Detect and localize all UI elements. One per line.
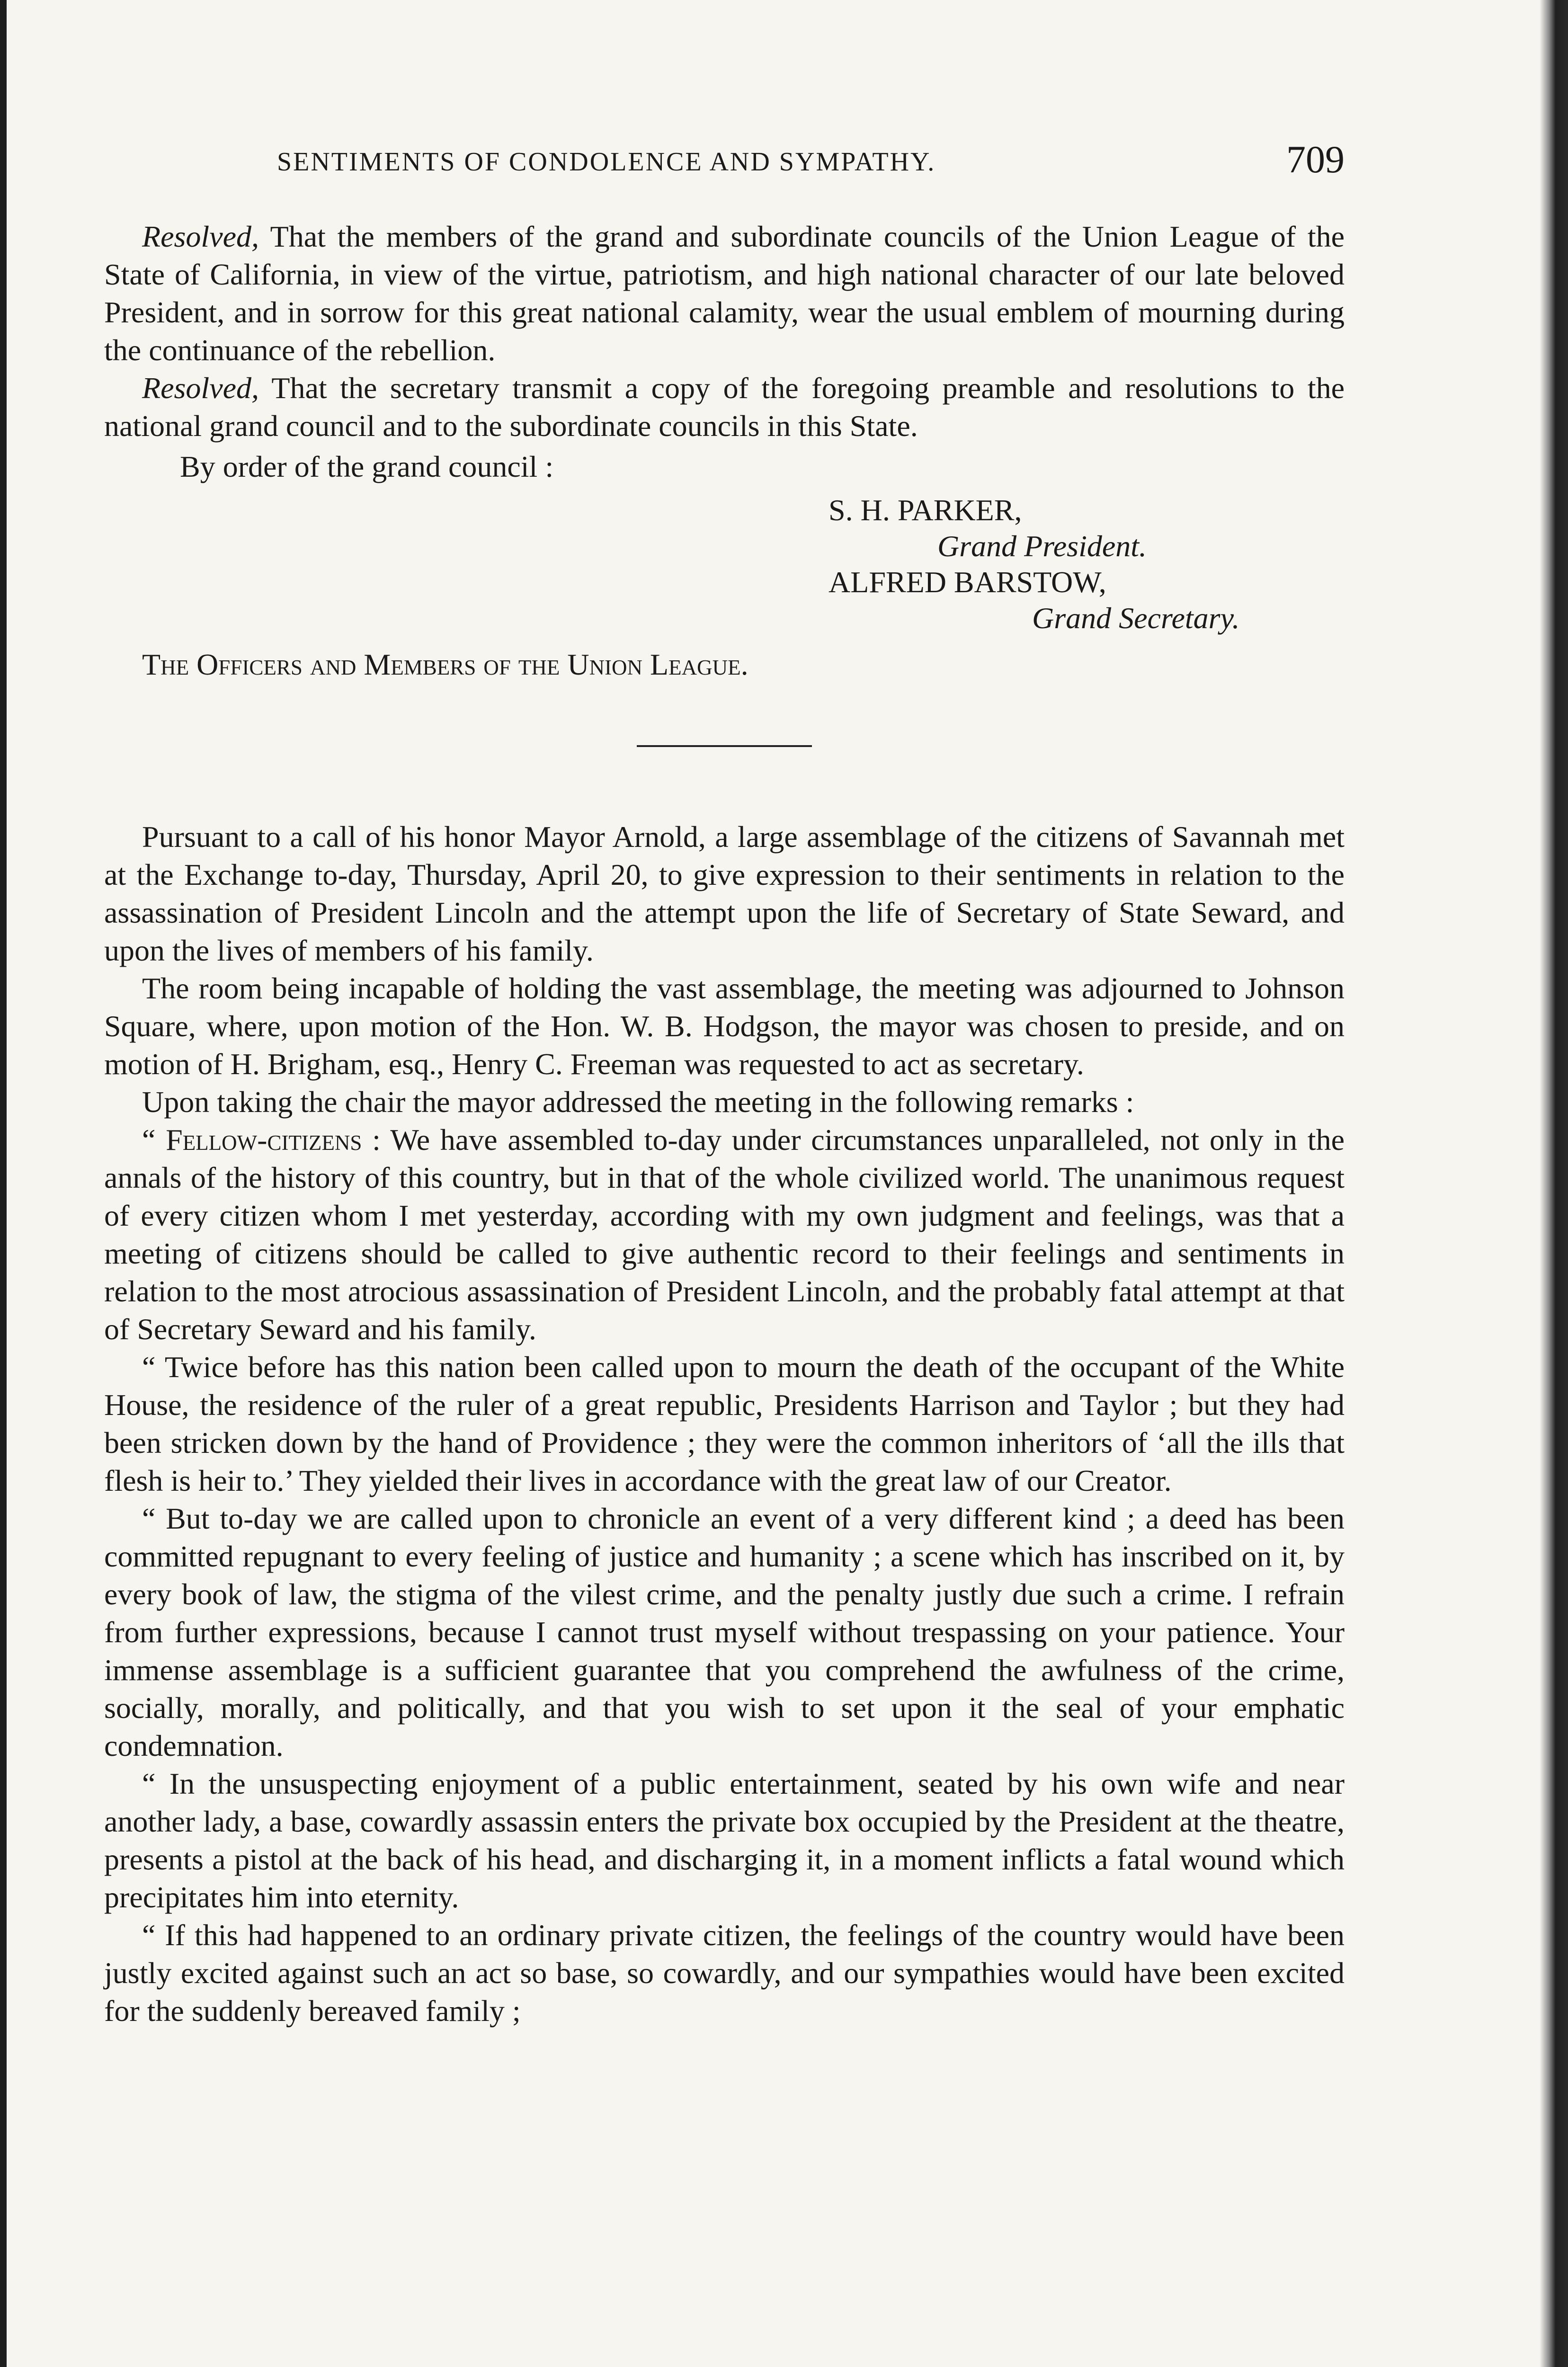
- resolution-text: That the members of the grand and subordinate councils of the Union League of the State of California, in view of the virtue, patriotism, and high national character of our late beloved President, and in sorrow for this great national calamity, wear the usual emblem of mourning during the continuance of the rebellion.: [104, 220, 1345, 367]
- running-head: [104, 137, 1345, 189]
- speech-salutation: “ Fellow-citizens :: [142, 1123, 381, 1157]
- addressee-line: The Officers and Members of the Union League.: [142, 648, 748, 681]
- speech-paragraph: [104, 1121, 1345, 1348]
- speech-paragraph: “ Twice before has this nation been called upon to mourn the death of the occupant of the White House, the residence of the ruler of a great republic, Presidents Harrison and Taylor ; but they had been stricken down by the hand of Providence ; they were the common inheritors of ‘all the ills that flesh is heir to.’ They yielded their lives in accordance with the great law of our Creator.: [104, 1350, 1345, 1497]
- page-fore-edge: [1540, 0, 1568, 2367]
- resolution-paragraph: [104, 218, 1345, 369]
- signatory-name-president: S. H. PARKER,: [829, 493, 1022, 527]
- speech-paragraph: “ If this had happened to an ordinary private citizen, the feelings of the country would have been justly excited against such an act so base, so cowardly, and our sympathies would have been excited for the suddenly bereaved family ;: [104, 1918, 1345, 2028]
- resolution-lead: Resolved,: [142, 220, 259, 253]
- resolution-text: That the secretary transmit a copy of the foregoing preamble and resolutions to the national grand council and to the subordinate councils in this State.: [104, 371, 1345, 443]
- signatory-title-secretary: Grand Secretary.: [1032, 601, 1240, 635]
- speech-paragraph: “ In the unsuspecting enjoyment of a public entertainment, seated by his own wife and near another lady, a base, cowardly assassin enters the private box occupied by the President at the theatre, presents a pistol at the back of his head, and discharging it, in a moment inflicts a fatal wound which precipitates him into eternity.: [104, 1767, 1345, 1914]
- signatory-name-secretary: ALFRED BARSTOW,: [829, 565, 1106, 599]
- resolution-lead: Resolved,: [142, 371, 259, 405]
- body-paragraph: Pursuant to a call of his honor Mayor Arnold, a large assemblage of the citizens of Savannah met at the Exchange to-day, Thursday, April 20, to give expression to their sentiments in relation to the assassination of President Lincoln and the attempt upon the life of Secretary of State Seward, and upon the lives of members of his family.: [104, 820, 1345, 967]
- signature-block: [104, 449, 1345, 636]
- page-binding-edge: [0, 0, 7, 2367]
- section-divider: [637, 745, 812, 747]
- body-paragraph: Upon taking the chair the mayor addressed the meeting in the following remarks :: [142, 1085, 1134, 1119]
- page-number: 709: [1286, 138, 1345, 181]
- order-line: By order of the grand council :: [180, 450, 554, 483]
- speech-paragraph: “ But to-day we are called upon to chronicle an event of a very different kind ; a deed has been committed repugnant to every feeling of justice and humanity ; a scene which has inscribed on it, by every book of law, the stigma of the vilest crime, and the penalty justly due such a crime. I refrain from further expressions, because I cannot trust myself without trespassing on your patience. Your immense assemblage is a sufficient guarantee that you comprehend the awfulness of the crime, socially, morally, and politically, and that you wish to set upon it the seal of your emphatic condemnation.: [104, 1502, 1345, 1762]
- body-paragraph: The room being incapable of holding the vast assemblage, the meeting was adjourned to Johnson Square, where, upon motion of the Hon. W. B. Hodgson, the mayor was chosen to preside, and on motion of H. Brigham, esq., Henry C. Freeman was requested to act as secretary.: [104, 971, 1345, 1081]
- resolution-paragraph: [104, 369, 1345, 445]
- speech-text: We have assembled to-day under circumstances unparalleled, not only in the annals of the history of this country, but in that of the whole civilized world. The unanimous request of every citizen whom I met yesterday, according with my own judgment and feelings, was that a meeting of citizens should be called to give authentic record to their feelings and sentiments in relation to the most atrocious assassination of President Lincoln, and the probably fatal attempt at that of Secretary Seward and his family.: [104, 1123, 1345, 1346]
- signatory-title-president: Grand President.: [937, 529, 1147, 563]
- book-page: [104, 137, 1345, 2367]
- running-title: SENTIMENTS OF CONDOLENCE AND SYMPATHY.: [277, 147, 936, 177]
